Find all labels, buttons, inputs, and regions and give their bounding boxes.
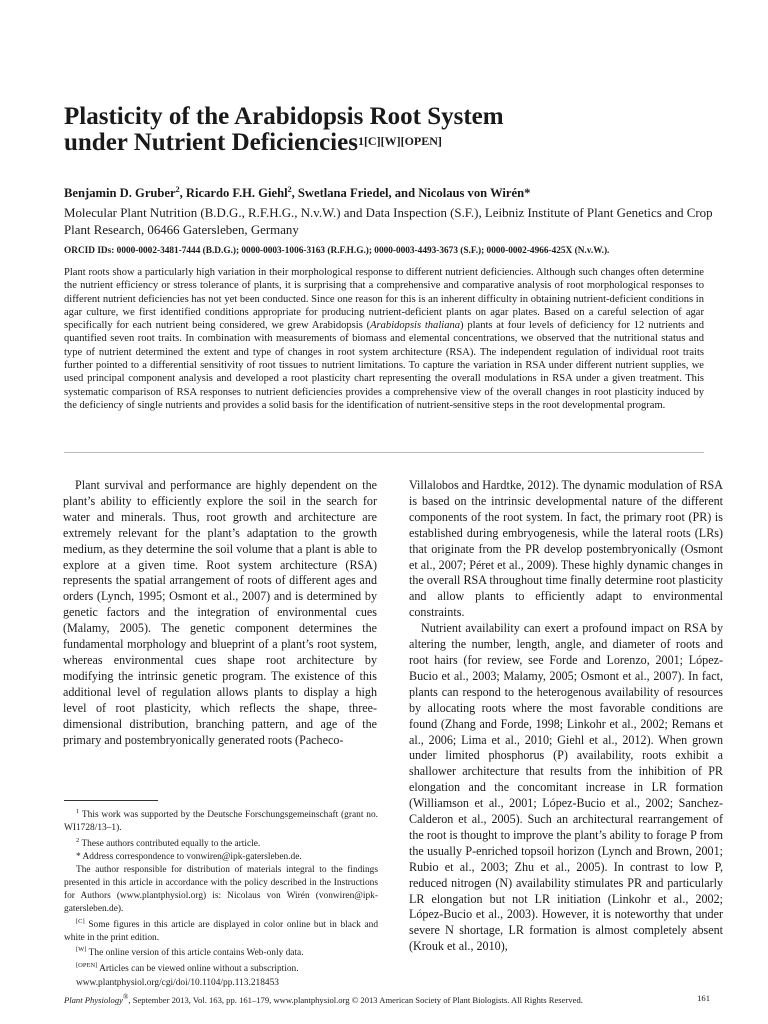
footnote-equal-contribution (64, 835, 378, 851)
title-footnote-marks: 1[C][W][OPEN] (357, 134, 442, 148)
author-2-mark: 2 (287, 185, 292, 194)
orcid-ids: ORCID IDs: 0000-0002-3481-7444 (B.D.G.); 0000-0003-1006-3163 (R.F.H.G.); 0000-0003-4493-3673 (S.F.); 0000-0002-4966-425X (N.v.W.). (64, 246, 610, 256)
right-paragraph-2: Nutrient availability can exert a profound impact on RSA by altering the number, length, angle, and diameter of roots and root hairs (for review, see Forde and Lorenzo, 2001; López-Bucio et al., 2003; Malamy, 2005; Osmont et al., 2007). In fact, plants can respond to the heterogenous availability of resources by allocating roots where the most favorable conditions are found (Zhang and Forde, 1998; Linkohr et al., 2002; Remans et al., 2006; Lima et al., 2010; Giehl et al., 2012). When grown under limited phosphorus (P) availability, roots exhibit a shallower architecture that results from the inhibition of PR elongation and the concomitant increase in LR formation (Williamson et al., 2001; López-Bucio et al., 2002; Sanchez-Calderon et al., 2005). Such an architectural rearrangement of the root is thought to improve the plant’s ability to forage P from the usually P-enriched topsoil horizon (Lynch and Brown, 2001; Rubio et al., 2003; Zhu et al., 2005). In contrast to low P, reduced nitrogen (N) availability stimulates PR and particularly LR elongation but not LR initiation (Linkohr et al., 2002; López-Bucio et al., 2003). However, it is noteworthy that under severe N shortage, LR formation is almost completely absent (Krouk et al., 2010), (409, 621, 723, 954)
footnote-color-figures (64, 916, 378, 945)
author-rest: , Swetlana Friedel, and Nicolaus von Wirén* (291, 186, 531, 201)
right-column (409, 478, 723, 955)
footnote-text-c: Some figures in this article are displayed in color online but in black and white in the print edition. (64, 919, 379, 943)
title-line-2: under Nutrient Deficiencies (64, 129, 358, 156)
footnote-text-open: Articles can be viewed online without a subscription. (99, 964, 299, 975)
footer-citation: , September 2013, Vol. 163, pp. 161–179, www.plantphysiol.org © 2013 American Society of Plant Biologists. All Rights Reserved. (128, 994, 583, 1005)
footnote-text-w: The online version of this article contains Web-only data. (88, 948, 304, 959)
footnote-mark-1: 1 (76, 808, 80, 815)
footnote-divider (64, 800, 158, 801)
author-2: , Ricardo F.H. Giehl (179, 186, 288, 201)
footnote-mark-c: [C] (76, 917, 85, 925)
left-paragraph-1: Plant survival and performance are highly dependent on the plant’s ability to efficiently explore the soil in the search for water and minerals. Thus, root growth and architecture are extremely relevant for the plant’s adaptation to the growth medium, as they determine the soil volume that a plant is able to explore at a given time. Root system architecture (RSA) represents the spatial arrangement of roots of different ages and orders (Lynch, 1995; Osmont et al., 2007) and is determined by genetic factors and the integration of environmental cues (Malamy, 2005). The genetic component determines the fundamental morphology and blueprint of a plant’s root system, whereas environmental cues shape root architecture by modifying the intrinsic genetic program. The existence of this additional level of regulation allows plants to display a high level of root plasticity, which reflects the shape, three-dimensional distribution, branching pattern, and age of the primary and postembryonically generated roots (Pacheco- (63, 478, 377, 747)
footnote-mark-open: [OPEN] (76, 962, 98, 970)
author-list (64, 185, 724, 201)
footnote-responsible-author: The author responsible for distribution of materials integral to the findings presented in this article in accordance with the policy described in the Instructions for Authors (www.plantphysiol.org) is: Nicolaus von Wirén (vonwiren@ipk-gatersleben.de). (64, 864, 378, 914)
page-number: 161 (697, 993, 710, 1003)
abstract-divider (64, 452, 704, 453)
abstract (64, 266, 704, 412)
affiliation: Molecular Plant Nutrition (B.D.G., R.F.H.G., N.v.W.) and Data Inspection (S.F.), Leibniz Institute of Plant Genetics and Crop Plant Research, 06466 Gatersleben, Germany (64, 206, 713, 237)
footnote-mark-2: 2 (76, 836, 80, 844)
footnote-open-access (64, 960, 378, 976)
left-column (63, 478, 377, 748)
abstract-part-2: ) plants at four levels of deficiency for 12 nutrients and quantified seven root traits. In combination with measurements of biomass and elemental concentrations, we observed that the nutritional status and type of nutrient determined the extent and type of changes in root system architecture (RSA). The independent regulation of individual root traits further pointed to a differential sensitivity of root tissues to nutrient limitations. To capture the variation in RSA under different nutrient supplies, we used principal component analysis and developed a root plasticity chart representing the overall modulations in RSA under a given treatment. This systematic comparison of RSA responses to nutrient deficiencies provides a comprehensive view of the overall changes in root plasticity induced by the deficiency of single nutrients and provides a solid basis for the identification of nutrient-sensitive steps in the root developmental program. (64, 320, 705, 411)
journal-name: Plant Physiology (64, 994, 123, 1005)
page-footer (64, 993, 710, 1005)
footnotes (64, 806, 378, 989)
article-title (64, 104, 704, 156)
footnote-text-2: These authors contributed equally to the article. (81, 839, 261, 850)
footnote-doi-link[interactable]: www.plantphysiol.org/cgi/doi/10.1104/pp.113.218453 (76, 977, 279, 988)
registered-mark: ® (122, 993, 129, 1001)
author-1: Benjamin D. Gruber (64, 186, 176, 201)
author-1-mark: 2 (175, 185, 180, 194)
footnote-text-1: This work was supported by the Deutsche Forschungsgemeinschaft (grant no. WI1728/13–1). (64, 810, 378, 834)
abstract-part-1: Plant roots show a particularly high variation in their morphological response to different nutrient deficiencies. Although such changes often determine the nutrient efficiency or stress tolerance of plants, it is surprising that a comprehensive and comparative analysis of root morphological responses to different nutrient deficiencies has not yet been conducted. Since one reason for this is an inherent difficulty in obtaining nutrient-deficient conditions in agar culture, we first identified conditions appropriate for producing nutrient-deficient plants on agar plates. Based on a careful selection of agar specifically for each nutrient being considered, we grew Arabidopsis ( (64, 267, 704, 332)
footnote-correspondence: * Address correspondence to vonwiren@ipk-gatersleben.de. (76, 851, 302, 862)
abstract-species-italic: Arabidopsis thaliana (370, 320, 461, 332)
footnote-mark-w: [W] (76, 946, 87, 954)
title-line-1: Plasticity of the Arabidopsis Root System (64, 103, 504, 130)
footnote-funding (64, 806, 378, 835)
footnote-web-data (64, 944, 378, 960)
right-paragraph-1: Villalobos and Hardtke, 2012). The dynamic modulation of RSA is based on the intrinsic developmental nature of the different components of the root system. In fact, the primary root (PR) is established during embryogenesis, while the lateral roots (LRs) that originate from the PR develop postembryonically (Osmont et al., 2007; Péret et al., 2009). These highly dynamic changes in the overall RSA throughout time finally determine root plasticity and allow plants to efficiently adapt to environmental constraints. (409, 478, 723, 620)
